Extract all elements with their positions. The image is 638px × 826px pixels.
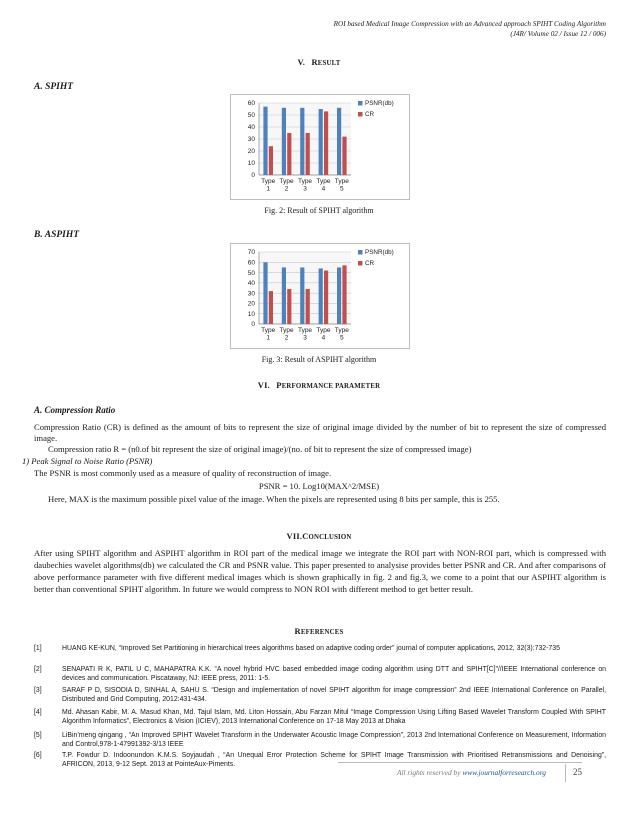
x-tick-label-number: 3 <box>303 185 307 193</box>
reference-number: [6] <box>34 752 42 759</box>
section-heading-result <box>0 57 638 67</box>
x-tick-label-number: 3 <box>303 334 307 342</box>
x-tick-label-number: 1 <box>266 334 271 342</box>
psnr-definition: The PSNR is most commonly used as a measure of quality of reconstruction of image. <box>34 468 332 478</box>
reference-text: HUANG KE-KUN, “Improved Set Partitioning in hierarchical trees algorithms based on adaptive coding order” journal of computer applications, 2012, 32(3):732-735 <box>62 645 560 652</box>
bar-cr <box>306 133 310 175</box>
y-tick-label: 20 <box>247 148 255 156</box>
x-tick-label: Type <box>297 327 313 334</box>
bar-cr <box>306 289 310 324</box>
y-tick-label: 50 <box>247 112 255 120</box>
bar-psnr <box>282 108 286 175</box>
reference-number: [2] <box>34 666 42 673</box>
reference-text: LiBin’meng qingang , “An Improved SPIHT Wavelet Transform in the Underwater Acoustic Image Compression”, 2013 2nd International Conference on Measurement, Information and Control,978-1-47991392-3/13 IEEE <box>62 732 606 748</box>
x-tick-label: Type <box>334 327 349 334</box>
reference-number: [4] <box>34 709 42 716</box>
x-tick-label-number: 5 <box>339 334 344 342</box>
section-rest-2: PARAMETER <box>335 383 381 390</box>
section-initial: P <box>276 380 282 390</box>
legend-swatch <box>358 101 363 106</box>
x-tick-label: Type <box>279 327 294 334</box>
y-tick-label: 50 <box>247 269 255 277</box>
y-tick-label: 60 <box>247 259 255 267</box>
subsection-aspiht: B. ASPIHT <box>34 230 80 240</box>
aspiht-chart-frame <box>230 243 410 349</box>
y-tick-label: 20 <box>247 300 255 308</box>
fig3-caption: Fig. 3: Result of ASPIHT algorithm <box>261 355 377 364</box>
section-rest-1: ERFORMANCE <box>281 383 336 390</box>
x-tick-label: Type <box>316 327 331 334</box>
legend-label: CR <box>365 111 375 118</box>
section-rest: ESULT <box>317 60 341 67</box>
conclusion-paragraph: After using SPIHT algorithm and ASPIHT algorithm in ROI part of the medical image we integrate the ROI part with NON-ROI part, which is compressed with daubechies wavelet algorithms(db) we calculated the CR and PSNR value. This paper presented to analysise provides better PSNR and CR. And after comparisons of above performance parameter with five different medical images which is shown graphically in fig. 2 and fig.3, we come to a point that our ASPIHT algorithm is better than conventional SPIHT algorithm. In future we would compress to NON ROI with different method to get better result. <box>34 548 606 594</box>
bar-psnr <box>263 262 267 324</box>
x-tick-label-number: 4 <box>321 185 326 193</box>
legend-swatch <box>358 250 363 255</box>
section-number: VII. <box>286 531 303 541</box>
footer-text: All rights reserved by <box>396 768 463 777</box>
subsection-spiht: A. SPIHT <box>34 82 74 92</box>
x-tick-label-number: 4 <box>321 334 326 342</box>
references-heading <box>0 626 638 636</box>
bar-cr <box>324 111 328 175</box>
bar-psnr <box>319 109 323 175</box>
reference-text: SENAPATI R K, PATIL U C, MAHAPATRA K.K. “A novel hybrid HVC based embedded image coding algorithm using DTT and SPIHT[C]”//IEEE International conference on devices and communication. Piscataway, NJ: IEEE press, 2011: 1-5. <box>62 666 606 682</box>
bar-cr <box>287 133 291 175</box>
y-tick-label: 0 <box>251 321 255 329</box>
x-tick-label-number: 2 <box>284 334 289 342</box>
x-tick-label: Type <box>279 178 294 185</box>
section-number: V. <box>297 57 306 67</box>
psnr-formula: PSNR = 10. Log10(MAX^2/MSE) <box>258 481 380 491</box>
section-number: VI. <box>257 380 270 390</box>
bar-psnr <box>300 108 304 175</box>
bar-psnr <box>263 107 267 175</box>
footer-link[interactable]: www.journalforresearch.org <box>462 768 546 777</box>
footer-rights <box>397 768 546 777</box>
compression-ratio-definition: Compression Ratio (CR) is defined as the amount of bits to represent the size of original image divided by the number of bit to represent the size of compressed image. <box>34 422 606 443</box>
reference-text: SARAF P D, SISODIA D, SINHAL A, SAHU S. “Design and implementation of novel SPIHT algorithm for image compression” 2nd IEEE International Conference on Parallel, Distributed and Grid Computing, 2012:431-434. <box>62 687 606 703</box>
section-heading-performance <box>0 380 638 390</box>
bar-cr <box>287 289 291 324</box>
spiht-chart-frame <box>230 94 410 200</box>
reference-text: Md. Ahasan Kabir, M. A. Masud Khan, Md. Tajul Islam, Md. Liton Hossain, Abu Farzan Mitul “Image Compression Using Lifting Based Wavelet Transform Coupled With SPIHT Algorithm Informatics”, Electronics & Vision (ICIEV), 2013 International Conference on 17-18 May 2013 at Dhaka <box>62 709 606 725</box>
bar-cr <box>324 271 328 324</box>
section-initial: R <box>311 57 318 67</box>
x-tick-label-number: 1 <box>266 185 271 193</box>
x-tick-label: Type <box>261 327 276 334</box>
psnr-heading: 1) Peak Signal to Noise Ratio (PSNR) <box>22 456 153 466</box>
bar-cr <box>342 265 346 324</box>
bar-cr <box>342 137 346 175</box>
x-tick-label: Type <box>297 178 313 185</box>
max-explanation: Here, MAX is the maximum possible pixel value of the image. When the pixels are represented using 8 bits per sample, this is 255. <box>48 494 500 504</box>
x-tick-label-number: 5 <box>339 185 344 193</box>
compression-ratio-formula: Compression ratio R = (n0.of bit represent the size of original image)/(no. of bit to represent the size of compressed image) <box>48 444 472 454</box>
legend-swatch <box>358 261 363 266</box>
section-heading-conclusion <box>0 531 638 541</box>
section-initial: C <box>302 531 309 541</box>
aspiht-bar-chart <box>231 244 409 348</box>
bar-cr <box>269 291 273 324</box>
footer-rule <box>338 762 582 763</box>
bar-psnr <box>337 267 341 324</box>
section-initial: R <box>294 626 301 636</box>
legend-swatch <box>358 112 363 117</box>
page-number: 25 <box>573 767 582 777</box>
y-tick-label: 30 <box>247 136 255 144</box>
y-tick-label: 60 <box>247 100 255 108</box>
fig2-caption: Fig. 2: Result of SPIHT algorithm <box>264 206 374 215</box>
footer-divider <box>565 764 566 782</box>
bar-psnr <box>282 267 286 324</box>
header-title: ROI based Medical Image Compression with an Advanced approach SPIHT Coding Algorithm <box>333 20 606 28</box>
x-tick-label: Type <box>334 178 349 185</box>
legend-label: PSNR(db) <box>365 100 394 107</box>
spiht-bar-chart <box>231 95 409 199</box>
bar-psnr <box>300 267 304 324</box>
reference-number: [3] <box>34 687 42 694</box>
reference-number: [5] <box>34 732 42 739</box>
reference-text: T.P. Fowdur D. Indoonundon K.M.S. Soyjaudah , “An Unequal Error Protection Scheme for SPIHT Image Transmission with Prioritised Retransmissions and Denoising”, AFRICON, 2013, 9-12 Sept. 2013 at PointeAux-Piments. <box>62 752 606 768</box>
y-tick-label: 30 <box>247 290 255 298</box>
header-volume: (J4R/ Volume 02 / Issue 12 / 006) <box>510 30 606 38</box>
x-tick-label: Type <box>316 178 331 185</box>
bar-psnr <box>319 268 323 324</box>
section-rest: EFERENCES <box>300 629 344 636</box>
running-header <box>334 19 606 39</box>
x-tick-label-number: 2 <box>284 185 289 193</box>
y-tick-label: 0 <box>251 172 255 180</box>
y-tick-label: 70 <box>247 249 255 257</box>
y-tick-label: 10 <box>247 310 255 318</box>
legend-label: PSNR(db) <box>365 249 394 256</box>
section-rest: ONCLUSION <box>308 534 352 541</box>
bar-cr <box>269 146 273 175</box>
x-tick-label: Type <box>261 178 276 185</box>
bar-psnr <box>337 108 341 175</box>
y-tick-label: 10 <box>247 160 255 168</box>
legend-label: CR <box>365 260 375 267</box>
subsection-compression-ratio: A. Compression Ratio <box>34 405 116 415</box>
reference-number: [1] <box>34 645 42 652</box>
y-tick-label: 40 <box>247 124 255 132</box>
y-tick-label: 40 <box>247 280 255 288</box>
